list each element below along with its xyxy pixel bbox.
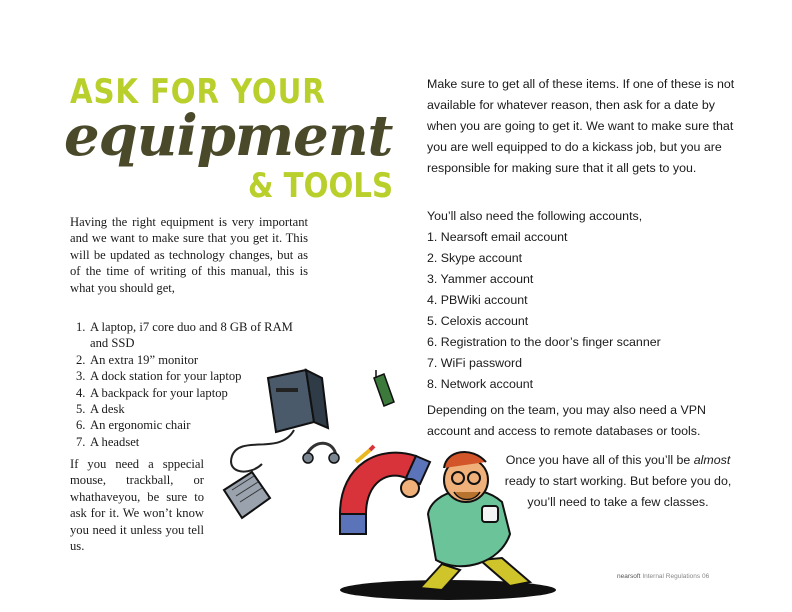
list-item-number: 7. [76,434,86,449]
title-line-3: & TOOLS [248,166,394,206]
list-item: 7. WiFi password [427,356,523,370]
list-item-text: A desk [90,402,125,417]
list-item-text: A laptop, i7 core duo and 8 GB of RAM [90,320,293,334]
list-item-text: A backpack for your laptop [90,385,228,400]
list-item-number: 3. [76,369,86,384]
list-item-number: 5. [76,402,86,417]
list-item: 5. Celoxis account [427,314,529,328]
vpn-paragraph: Depending on the team, you may also need a VPN account and access to remote databases or tools. [427,403,706,438]
closing-emphasis: almost [693,453,731,467]
cable-shape [231,430,294,472]
phone-icon [374,370,394,406]
headset-icon [303,443,339,463]
list-item [70,319,308,352]
list-item-text-cont: and SSD [90,336,135,351]
closing-text-b: ready to start working. But before you do, you’ll need to take a few classes. [504,474,732,509]
list-item-number: 2. [76,352,86,367]
footer-brand: nearsoft [617,573,641,580]
list-item-text: A headset [90,434,140,449]
keyboard-icon [224,472,270,518]
title-line-1: ASK FOR YOUR [70,72,326,112]
list-item-text: An extra 19” monitor [90,352,199,367]
list-item: 2. Skype account [427,251,523,265]
page-footer [617,573,709,580]
equipment-illustration [210,364,580,604]
list-item: 8. Network account [427,377,534,391]
list-item: 4. PBWiki account [427,293,528,307]
closing-text-a: Once you have all of this you’ll be [505,453,691,467]
list-item-number: 6. [76,418,86,433]
list-item: 6. Registration to the door’s finger scanner [427,335,661,349]
outro-paragraph: If you need a sppecial mouse, trackball, or whathaveyou, be sure to ask for it. We won’t know you need it unless you tell us. [70,457,204,554]
footer-section: Internal Regulations [642,573,701,580]
accounts-intro: You’ll also need the following accounts, [427,209,643,223]
list-item-number: 1. [76,320,86,334]
list-item-text: A dock station for your laptop [90,369,242,384]
list-item-number: 4. [76,385,86,400]
title-line-2: equipment [64,103,393,169]
list-item-text: An ergonomic chair [90,418,191,433]
intro-paragraph: Having the right equipment is very important and we want to make sure that you get it. This will be updated as technology changes, but as of the time of writing of this manual, this is what you should get, [70,215,308,295]
list-item: 1. Nearsoft email account [427,230,568,244]
list-item: 3. Yammer account [427,272,534,286]
page-number: 06 [701,573,710,580]
computer-tower-icon [268,370,328,432]
items-paragraph: Make sure to get all of these items. If one of these is not available for whatever reason, then ask for a date by when you are going to get it. We want to make sure that you are well equipped to do a kickass job, but you are responsible for making sure that it all gets to you. [427,77,735,175]
